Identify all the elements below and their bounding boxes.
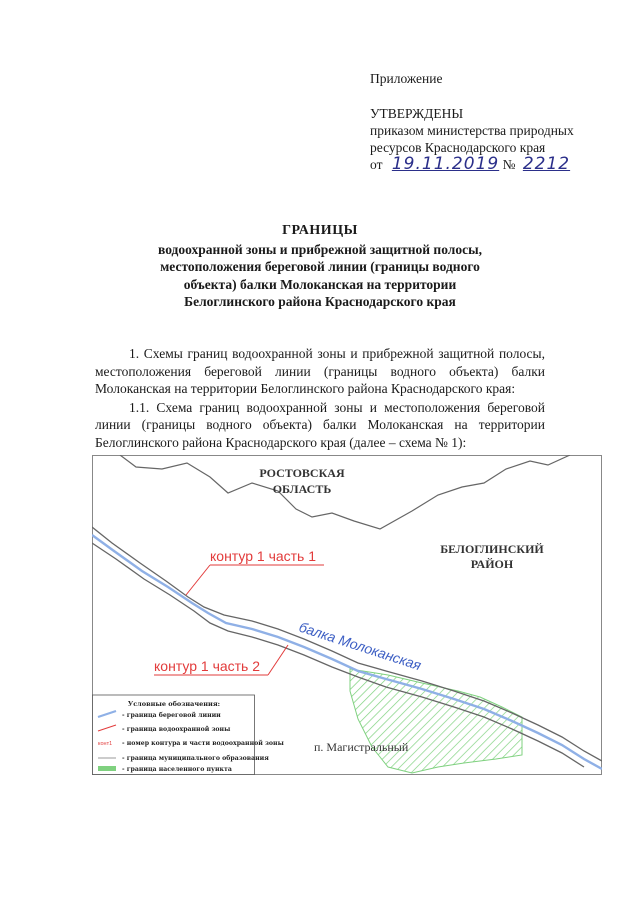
settlement-area [350, 669, 522, 773]
region-north-label-2: ОБЛАСТЬ [272, 482, 332, 496]
river-label: балка Молоканская [297, 618, 424, 674]
region-south-label-1: БЕЛОГЛИНСКИЙ [440, 542, 544, 556]
title-line-1: водоохранной зоны и прибрежной защитной полосы, [158, 241, 482, 257]
title-line-4: Белоглинского района Краснодарского края [184, 294, 456, 309]
contour-1-part-2-leader [268, 645, 288, 675]
approved-by-line-2: ресурсов Краснодарского края [370, 140, 546, 155]
contour-1-part-2-label: контур 1 часть 2 [154, 658, 261, 674]
approved-by-line-1: приказом министерства природных [370, 123, 574, 138]
legend-item-4: - граница муниципального образования [122, 755, 269, 762]
document-title [100, 222, 540, 311]
contour-1-part-1-label: контур 1 часть 1 [210, 548, 317, 564]
approved-label: УТВЕРЖДЕНЫ [370, 106, 464, 121]
scheme-map [92, 455, 602, 775]
contour-1-part-1-leader [186, 565, 210, 595]
order-date-number [370, 156, 570, 173]
map-legend [93, 695, 284, 775]
region-south-label-2: РАЙОН [470, 557, 514, 571]
order-date: 19.11.2019 [391, 154, 500, 174]
legend-item-3: - номер контура и части водоохранной зоны [122, 740, 284, 747]
legend-item-5: - граница населенного пункта [122, 766, 232, 773]
paragraph-1: 1. Схемы границ водоохранной зоны и прибрежной защитной полосы, местоположения береговой линии (границы водного объекта) балки Молоканская на территории Белоглинского района Краснодарского края: [95, 346, 545, 397]
legend-title: Условные обозначения: [127, 700, 221, 708]
title-main: ГРАНИЦЫ [282, 223, 358, 238]
municipal-boundary-line [120, 455, 570, 529]
number-label: № [502, 157, 516, 172]
legend-contour-sample: конт1 [98, 741, 113, 747]
appendix-label: Приложение [370, 71, 443, 86]
legend-settlement-sample [98, 766, 116, 771]
from-label: от [370, 157, 383, 172]
title-line-2: местоположения береговой линии (границы водного [160, 259, 480, 274]
document-body [95, 345, 545, 453]
region-north-label-1: РОСТОВСКАЯ [259, 466, 345, 480]
legend-item-2: - граница водоохранной зоны [122, 726, 231, 733]
settlement-label: п. Магистральный [314, 740, 409, 754]
title-line-3: объекта) балки Молоканская на территории [183, 276, 457, 292]
approval-block [370, 70, 574, 173]
paragraph-1-1: 1.1. Схема границ водоохранной зоны и местоположения береговой линии (границы водного объекта) балки Молоканская на территории Белоглинского района Краснодарского края (далее – схема № 1): [95, 399, 545, 450]
legend-item-1: - граница береговой линии [122, 712, 221, 719]
order-number: 2212 [522, 154, 571, 174]
